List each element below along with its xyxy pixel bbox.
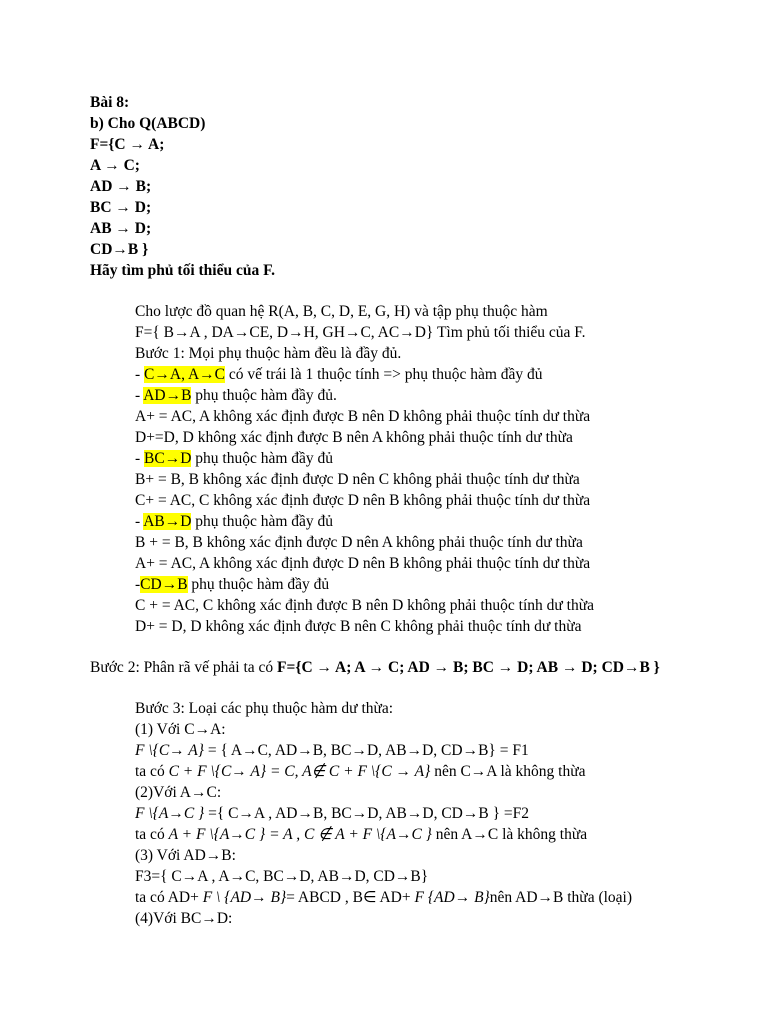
item-prefix: - (135, 366, 145, 383)
f-line: BC → D; (90, 199, 152, 216)
case-heading: (4)Với BC→D: (135, 910, 233, 927)
step3-title: Bước 3: Loại các phụ thuộc hàm dư thừa: (135, 700, 394, 717)
case-text: ta có (135, 826, 169, 843)
math-expression: F \{C→ A} (135, 742, 204, 759)
f-line: A → C; (90, 157, 140, 174)
f-line: CD→B } (90, 241, 149, 258)
item-prefix: - (135, 387, 144, 404)
highlighted-dependency: AD→B (143, 387, 192, 404)
f-line: AD → B; (90, 178, 152, 195)
math-expression: F \ {AD→ B} (202, 889, 287, 906)
highlighted-dependency: AB→D (143, 513, 192, 530)
item-text: phụ thuộc hàm đầy đủ (191, 513, 334, 530)
step1-item (135, 575, 329, 595)
case-text: nên A→C là không thừa (431, 826, 588, 843)
step1-item (135, 449, 333, 469)
intro-line: Cho lược đồ quan hệ R(A, B, C, D, E, G, H) và tập phụ thuộc hàm (135, 303, 548, 320)
case-line (135, 741, 529, 761)
case-text: ta có (135, 763, 169, 780)
step1-item: B + = B, B không xác định được D nên A không phải thuộc tính dư thừa (135, 534, 583, 551)
item-text: phụ thuộc hàm đầy đủ. (191, 387, 337, 404)
exercise-title: Bài 8: (90, 94, 130, 111)
case-text: = ABCD , B∈ AD+ (286, 889, 415, 906)
case-text: nên AD→B thừa (loại) (489, 889, 633, 906)
step1-item: B+ = B, B không xác định được D nên C không phải thuộc tính dư thừa (135, 471, 580, 488)
step1-item: A+ = AC, A không xác định được D nên B không phải thuộc tính dư thừa (135, 555, 591, 572)
case-text: ta có AD+ (135, 889, 203, 906)
math-expression: F \{A→C } (135, 805, 205, 822)
step1-item: D+ = D, D không xác định được B nên C không phải thuộc tính dư thừa (135, 618, 582, 635)
case-line (135, 825, 587, 845)
step1-item: C+ = AC, C không xác định được D nên B không phải thuộc tính dư thừa (135, 492, 591, 509)
case-line (135, 762, 586, 782)
step1-item: C + = AC, C không xác định được B nên D không phải thuộc tính dư thừa (135, 597, 595, 614)
case-line: F3={ C→A , A→C, BC→D, AB→D, CD→B} (135, 868, 429, 885)
case-heading: (3) Với AD→B: (135, 847, 236, 864)
highlighted-dependency: BC→D (144, 450, 192, 467)
step1-item: A+ = AC, A không xác định được B nên D không phải thuộc tính dư thừa (135, 408, 591, 425)
math-expression: A + F \{A→C } = A , C ∉ A + F \{A→C } (168, 826, 432, 843)
step2-set: F={C → A; A → C; AD → B; BC → D; AB → D; CD→B } (277, 659, 660, 676)
step1-title: Bước 1: Mọi phụ thuộc hàm đều là đầy đủ. (135, 345, 402, 362)
highlighted-dependency: C→A, A→C (144, 366, 226, 383)
task-line: Hãy tìm phủ tối thiểu của F. (90, 262, 276, 279)
case-heading: (2)Với A→C: (135, 784, 222, 801)
case-heading: (1) Với C→A: (135, 721, 226, 738)
item-prefix: - (135, 513, 144, 530)
step2-line (90, 658, 660, 678)
step1-item (135, 512, 333, 532)
item-text: phụ thuộc hàm đầy đủ (187, 576, 330, 593)
case-text: nên C→A là không thừa (430, 763, 586, 780)
item-prefix: - (135, 576, 141, 593)
math-expression: C + F \{C→ A} = C, A∉ C + F \{C → A} (168, 763, 431, 780)
f-line: AB → D; (90, 220, 152, 237)
item-text: phụ thuộc hàm đầy đủ (191, 450, 334, 467)
part-heading: b) Cho Q(ABCD) (90, 115, 206, 132)
highlighted-dependency: CD→B (140, 576, 188, 593)
step2-prefix: Bước 2: Phân rã vế phải ta có (90, 659, 278, 676)
case-text: ={ C→A , AD→B, BC→D, AB→D, CD→B } =F2 (204, 805, 530, 822)
case-line (135, 888, 632, 908)
math-expression: F {AD→ B} (414, 889, 490, 906)
intro-line: F={ B→A , DA→CE, D→H, GH→C, AC→D} Tìm phủ tối thiểu của F. (135, 324, 586, 341)
case-line (135, 804, 529, 824)
case-text: = { A→C, AD→B, BC→D, AB→D, CD→B} = F1 (203, 742, 529, 759)
step1-item (135, 386, 337, 406)
f-line: F={C → A; (90, 136, 165, 153)
step1-item (135, 365, 543, 385)
item-text: có vế trái là 1 thuộc tính => phụ thuộc hàm đầy đủ (225, 366, 543, 383)
step1-item: D+=D, D không xác định được B nên A không phải thuộc tính dư thừa (135, 429, 573, 446)
item-prefix: - (135, 450, 145, 467)
